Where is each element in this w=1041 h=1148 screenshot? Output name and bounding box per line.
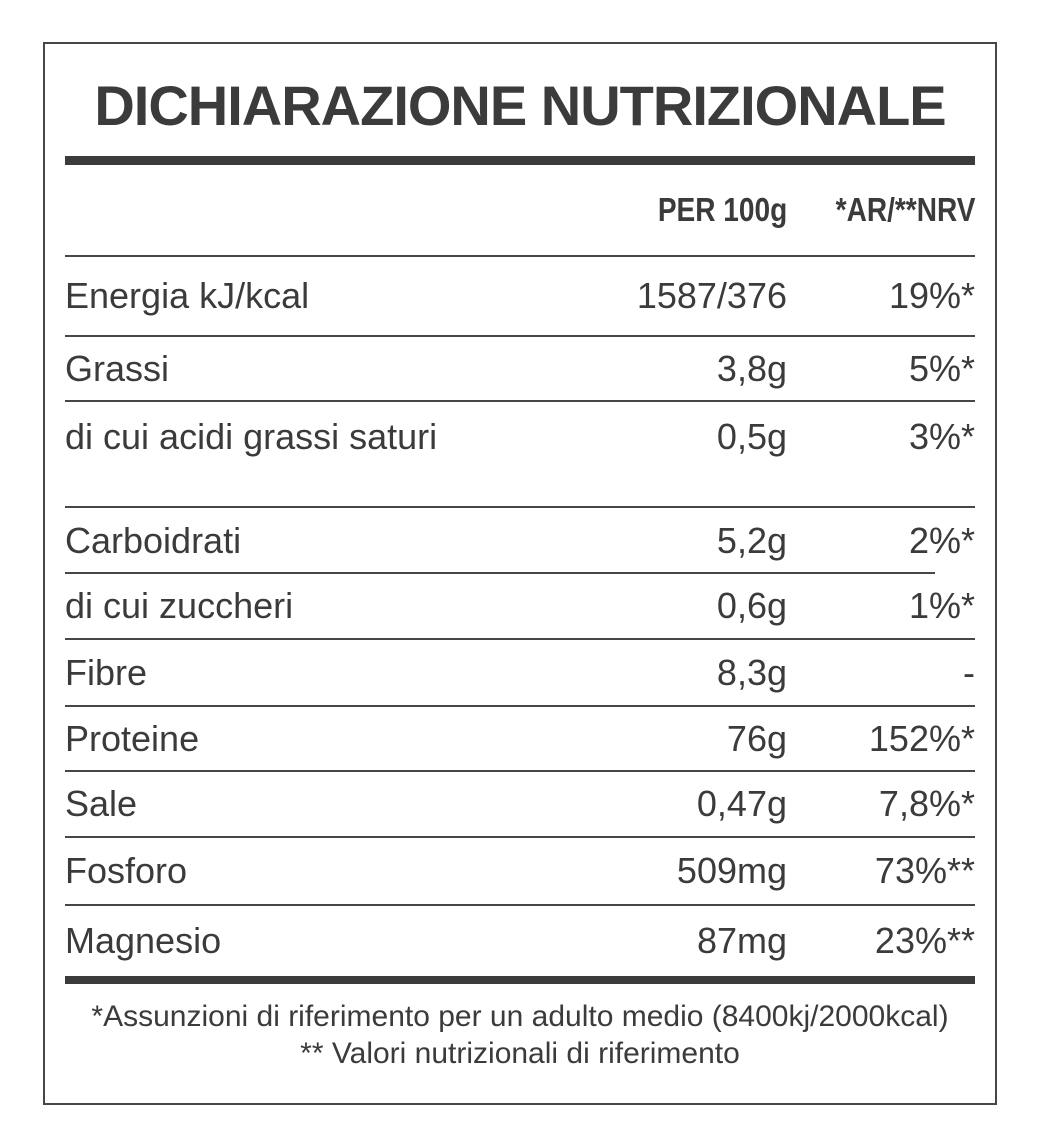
nutrient-value: 509mg bbox=[676, 850, 787, 891]
table-row-energia bbox=[65, 257, 975, 337]
table-header-row bbox=[65, 165, 975, 257]
footnote-divider bbox=[65, 976, 975, 984]
table-row-grassi bbox=[65, 337, 975, 402]
nutrient-value: 1587/376 bbox=[636, 275, 787, 316]
nutrient-reference: 19%* bbox=[888, 275, 975, 316]
table-row-sale bbox=[65, 772, 975, 838]
table-row-fibre bbox=[65, 640, 975, 707]
nutrient-label: Proteine bbox=[65, 717, 200, 759]
nutrition-label-panel bbox=[43, 42, 997, 1105]
nutrient-reference: - bbox=[963, 651, 975, 693]
nutrient-label: di cui acidi grassi saturi bbox=[65, 416, 438, 457]
nutrient-label: Magnesio bbox=[65, 920, 222, 961]
nutrient-reference: 5%* bbox=[908, 347, 975, 389]
nutrient-reference: 152%* bbox=[868, 717, 975, 759]
nutrient-value: 87mg bbox=[696, 920, 787, 961]
nutrient-label: Fibre bbox=[65, 651, 148, 693]
nutrient-reference: 2%* bbox=[908, 520, 975, 561]
nutrient-reference: 1%* bbox=[908, 585, 975, 626]
nutrient-label: Fosforo bbox=[65, 850, 188, 891]
group-separator bbox=[65, 472, 975, 508]
column-header-amount: PER 100g bbox=[657, 191, 787, 228]
table-row-grassi-saturi bbox=[65, 402, 975, 472]
nutrient-label: Grassi bbox=[65, 347, 170, 389]
footnotes bbox=[65, 998, 975, 1072]
nutrient-reference: 73%** bbox=[874, 850, 975, 891]
page-title: DICHIARAZIONE NUTRIZIONALE bbox=[94, 74, 946, 137]
table-row-proteine bbox=[65, 707, 975, 772]
nutrient-value: 5,2g bbox=[716, 520, 787, 561]
column-header-reference: *AR/**NRV bbox=[835, 191, 975, 228]
nutrient-reference: 23%** bbox=[874, 920, 975, 961]
nutrient-reference: 7,8%* bbox=[878, 783, 975, 824]
nutrient-label: di cui zuccheri bbox=[65, 585, 294, 626]
nutrient-label: Sale bbox=[65, 783, 138, 824]
nutrient-reference: 3%* bbox=[908, 416, 975, 457]
nutrient-label: Carboidrati bbox=[65, 520, 242, 561]
nutrient-value: 0,6g bbox=[716, 585, 787, 626]
nutrient-value: 3,8g bbox=[716, 347, 787, 389]
nutrient-value: 0,47g bbox=[696, 783, 787, 824]
nutrient-value: 76g bbox=[726, 717, 787, 759]
footnote-reference-intake: *Assunzioni di riferimento per un adulto medio (8400kj/2000kcal) bbox=[91, 1000, 949, 1033]
title-divider bbox=[65, 156, 975, 165]
table-row-fosforo bbox=[65, 838, 975, 906]
nutrient-value: 8,3g bbox=[716, 651, 787, 693]
table-row-magnesio bbox=[65, 906, 975, 976]
table-row-zuccheri bbox=[65, 574, 975, 640]
nutrient-value: 0,5g bbox=[716, 416, 787, 457]
table-row-carboidrati bbox=[65, 508, 975, 574]
nutrient-label: Energia kJ/kcal bbox=[65, 275, 310, 316]
footnote-nrv: ** Valori nutrizionali di riferimento bbox=[300, 1037, 740, 1070]
